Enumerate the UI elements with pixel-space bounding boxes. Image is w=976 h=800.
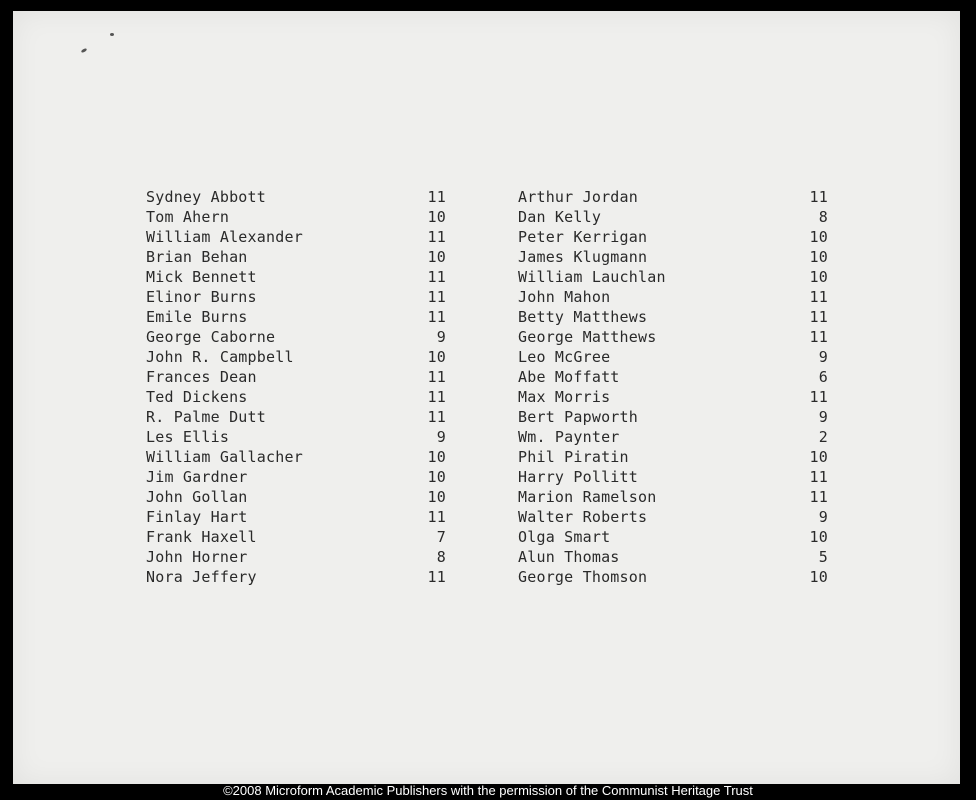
attendance-count: 6 <box>818 368 828 386</box>
list-item <box>518 187 828 207</box>
list-item <box>518 387 828 407</box>
member-name: Bert Papworth <box>518 408 638 426</box>
member-name: John Horner <box>146 548 248 566</box>
member-name: William Gallacher <box>146 448 303 466</box>
list-item <box>518 487 828 507</box>
attendance-count: 11 <box>427 408 446 426</box>
member-name: Les Ellis <box>146 428 230 446</box>
list-item <box>518 447 828 467</box>
list-item <box>518 327 828 347</box>
left-name-column <box>146 187 446 587</box>
list-item <box>518 207 828 227</box>
list-item <box>146 287 446 307</box>
member-name: Nora Jeffery <box>146 568 257 586</box>
attendance-count: 10 <box>809 248 828 266</box>
member-name: Abe Moffatt <box>518 368 620 386</box>
list-item <box>518 287 828 307</box>
attendance-count: 10 <box>809 568 828 586</box>
attendance-count: 10 <box>427 488 446 506</box>
attendance-count: 9 <box>436 428 446 446</box>
list-item <box>146 347 446 367</box>
member-name: George Thomson <box>518 568 648 586</box>
member-name: Alun Thomas <box>518 548 620 566</box>
list-item <box>146 547 446 567</box>
attendance-count: 11 <box>427 508 446 526</box>
member-name: Olga Smart <box>518 528 611 546</box>
list-item <box>146 327 446 347</box>
attendance-count: 10 <box>427 468 446 486</box>
attendance-count: 11 <box>809 468 828 486</box>
attendance-count: 9 <box>818 408 828 426</box>
attendance-count: 10 <box>427 448 446 466</box>
attendance-count: 11 <box>427 368 446 386</box>
member-name: Walter Roberts <box>518 508 648 526</box>
list-item <box>146 267 446 287</box>
attendance-count: 10 <box>809 268 828 286</box>
list-item <box>146 427 446 447</box>
member-name: Max Morris <box>518 388 611 406</box>
list-item <box>146 507 446 527</box>
right-name-column <box>518 187 828 587</box>
list-item <box>146 487 446 507</box>
attendance-count: 11 <box>427 268 446 286</box>
member-name: John R. Campbell <box>146 348 294 366</box>
member-name: William Alexander <box>146 228 303 246</box>
list-item <box>146 187 446 207</box>
list-item <box>146 247 446 267</box>
attendance-count: 8 <box>436 548 446 566</box>
list-item <box>146 387 446 407</box>
member-name: Elinor Burns <box>146 288 257 306</box>
attendance-count: 11 <box>809 388 828 406</box>
attendance-count: 11 <box>427 308 446 326</box>
list-item <box>518 227 828 247</box>
list-item <box>518 467 828 487</box>
member-name: Arthur Jordan <box>518 188 638 206</box>
attendance-count: 8 <box>818 208 828 226</box>
member-name: Finlay Hart <box>146 508 248 526</box>
attendance-count: 11 <box>809 288 828 306</box>
attendance-count: 11 <box>427 188 446 206</box>
member-name: William Lauchlan <box>518 268 666 286</box>
ink-speck <box>110 33 114 36</box>
attendance-count: 11 <box>809 308 828 326</box>
list-item <box>146 307 446 327</box>
attendance-count: 9 <box>818 508 828 526</box>
member-name: John Gollan <box>146 488 248 506</box>
list-item <box>518 267 828 287</box>
attendance-count: 11 <box>427 568 446 586</box>
list-item <box>146 527 446 547</box>
attendance-count: 11 <box>809 328 828 346</box>
member-name: Phil Piratin <box>518 448 629 466</box>
attendance-count: 11 <box>427 388 446 406</box>
attendance-count: 11 <box>809 188 828 206</box>
attendance-count: 10 <box>809 228 828 246</box>
list-item <box>518 347 828 367</box>
member-name: James Klugmann <box>518 248 648 266</box>
attendance-count: 2 <box>818 428 828 446</box>
list-item <box>146 407 446 427</box>
member-name: Sydney Abbott <box>146 188 266 206</box>
copyright-footer: ©2008 Microform Academic Publishers with the permission of the Communist Heritage Trust <box>223 783 753 798</box>
list-item <box>146 227 446 247</box>
list-item <box>518 247 828 267</box>
list-item <box>146 567 446 587</box>
member-name: R. Palme Dutt <box>146 408 266 426</box>
list-item <box>518 307 828 327</box>
list-item <box>518 367 828 387</box>
list-item <box>518 527 828 547</box>
attendance-count: 11 <box>809 488 828 506</box>
list-item <box>518 507 828 527</box>
list-item <box>146 447 446 467</box>
member-name: George Matthews <box>518 328 657 346</box>
member-name: George Caborne <box>146 328 276 346</box>
member-name: Emile Burns <box>146 308 248 326</box>
member-name: Harry Pollitt <box>518 468 638 486</box>
member-name: Frances Dean <box>146 368 257 386</box>
member-name: Jim Gardner <box>146 468 248 486</box>
attendance-count: 10 <box>427 208 446 226</box>
list-item <box>146 467 446 487</box>
ink-speck <box>81 48 88 54</box>
attendance-count: 10 <box>809 528 828 546</box>
list-item <box>518 407 828 427</box>
member-name: Wm. Paynter <box>518 428 620 446</box>
attendance-count: 10 <box>427 348 446 366</box>
member-name: John Mahon <box>518 288 611 306</box>
attendance-count: 10 <box>809 448 828 466</box>
member-name: Brian Behan <box>146 248 248 266</box>
attendance-count: 9 <box>436 328 446 346</box>
member-name: Betty Matthews <box>518 308 648 326</box>
member-name: Dan Kelly <box>518 208 602 226</box>
list-item <box>518 547 828 567</box>
member-name: Marion Ramelson <box>518 488 657 506</box>
member-name: Frank Haxell <box>146 528 257 546</box>
attendance-count: 10 <box>427 248 446 266</box>
member-name: Leo McGree <box>518 348 611 366</box>
list-item <box>518 427 828 447</box>
member-name: Tom Ahern <box>146 208 230 226</box>
attendance-count: 5 <box>818 548 828 566</box>
member-name: Ted Dickens <box>146 388 248 406</box>
attendance-count: 7 <box>436 528 446 546</box>
document-page <box>13 11 960 784</box>
list-item <box>146 207 446 227</box>
member-name: Peter Kerrigan <box>518 228 648 246</box>
attendance-count: 11 <box>427 288 446 306</box>
attendance-count: 9 <box>818 348 828 366</box>
attendance-count: 11 <box>427 228 446 246</box>
member-name: Mick Bennett <box>146 268 257 286</box>
list-item <box>518 567 828 587</box>
list-item <box>146 367 446 387</box>
